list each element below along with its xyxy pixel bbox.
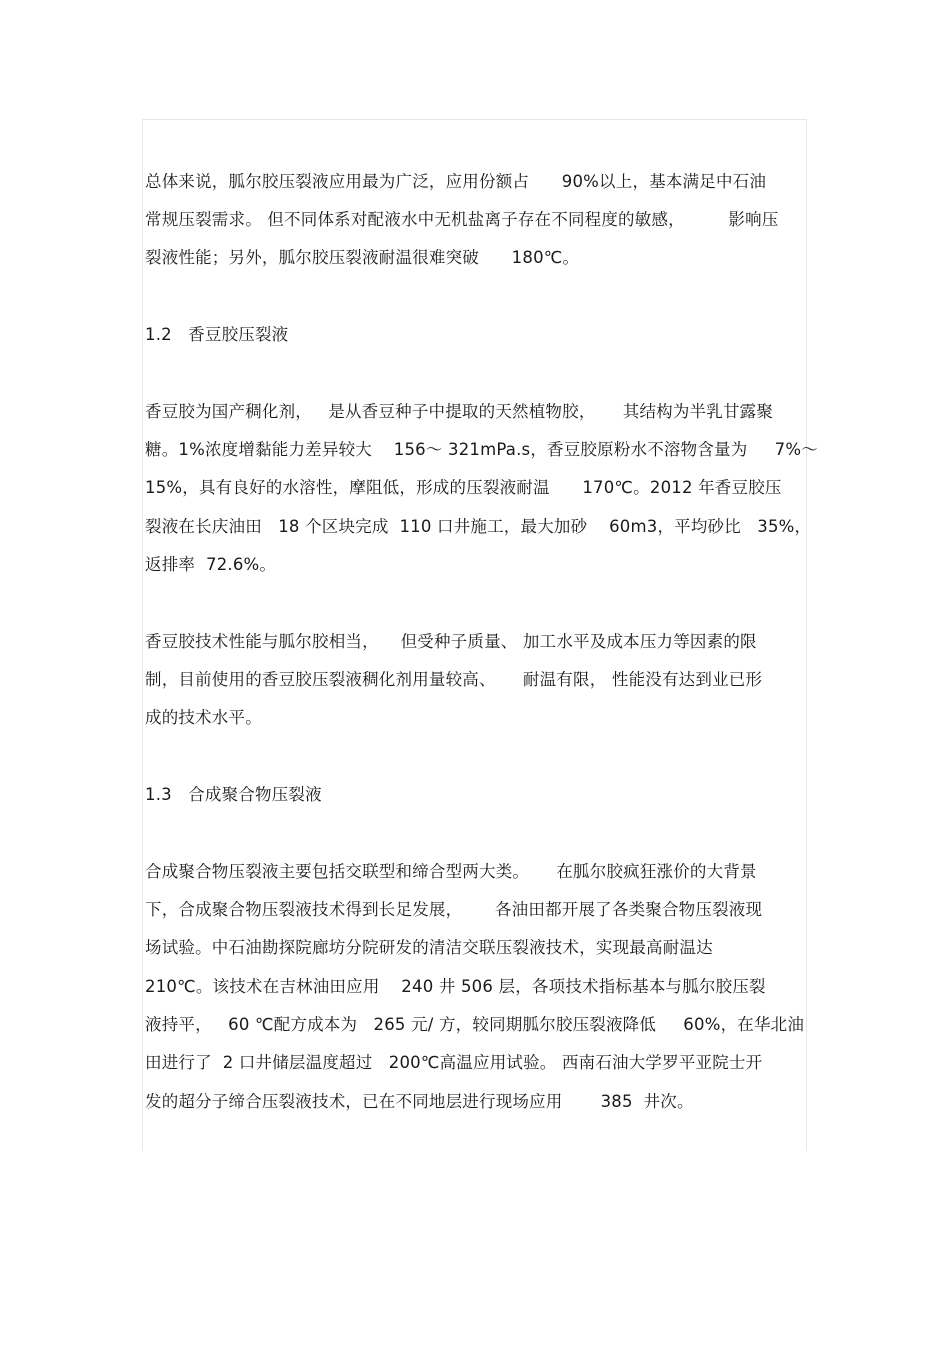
text-line: 香豆胶为国产稠化剂， 是从香豆种子中提取的天然植物胶， 其结构为半乳甘露聚 [145, 402, 774, 421]
text-line: 下，合成聚合物压裂液技术得到长足发展， 各油田都开展了各类聚合物压裂液现 [145, 900, 763, 919]
text-line: 香豆胶技术性能与胍尔胶相当， 但受种子质量、 加工水平及成本压力等因素的限 [145, 632, 757, 651]
text-line: 场试验。中石油勘探院廊坊分院研发的清洁交联压裂液技术，实现最高耐温达 [145, 938, 713, 957]
text-line: 糖。1%浓度增黏能力差异较大 156～ 321mPa.s，香豆胶原粉水不溶物含量为 7%～ [145, 440, 818, 459]
text-line: 总体来说，胍尔胶压裂液应用最为广泛，应用份额占 90%以上，基本满足中石油 [145, 172, 767, 191]
text-line: 常规压裂需求。 但不同体系对配液水中无机盐离子存在不同程度的敏感， 影响压 [145, 210, 779, 229]
section-heading: 1.2 香豆胶压裂液 [145, 325, 289, 344]
section-heading: 1.3 合成聚合物压裂液 [145, 785, 322, 804]
text-line: 裂液在长庆油田 18 个区块完成 110 口井施工，最大加砂 60m3，平均砂比 35%， [145, 517, 812, 536]
text-line: 返排率 72.6%。 [145, 555, 277, 574]
text-line: 裂液性能；另外，胍尔胶压裂液耐温很难突破 180℃。 [145, 248, 580, 267]
text-line: 210℃。该技术在吉林油田应用 240 井 506 层，各项技术指标基本与胍尔胶压裂 [145, 977, 766, 996]
text-line: 合成聚合物压裂液主要包括交联型和缔合型两大类。 在胍尔胶疯狂涨价的大背景 [145, 862, 757, 881]
text-line: 制，目前使用的香豆胶压裂液稠化剂用量较高、 耐温有限， 性能没有达到业已形 [145, 670, 763, 689]
text-line: 15%，具有良好的水溶性，摩阻低，形成的压裂液耐温 170℃。2012 年香豆胶压 [145, 478, 782, 497]
text-line: 液持平， 60 ℃配方成本为 265 元/ 方，较同期胍尔胶压裂液降低 60%，在华北油 [145, 1015, 805, 1034]
text-line: 成的技术水平。 [145, 708, 262, 727]
text-line: 田进行了 2 口井储层温度超过 200℃高温应用试验。 西南石油大学罗平亚院士开 [145, 1053, 763, 1072]
text-line: 发的超分子缔合压裂液技术，已在不同地层进行现场应用 385 井次。 [145, 1092, 694, 1111]
